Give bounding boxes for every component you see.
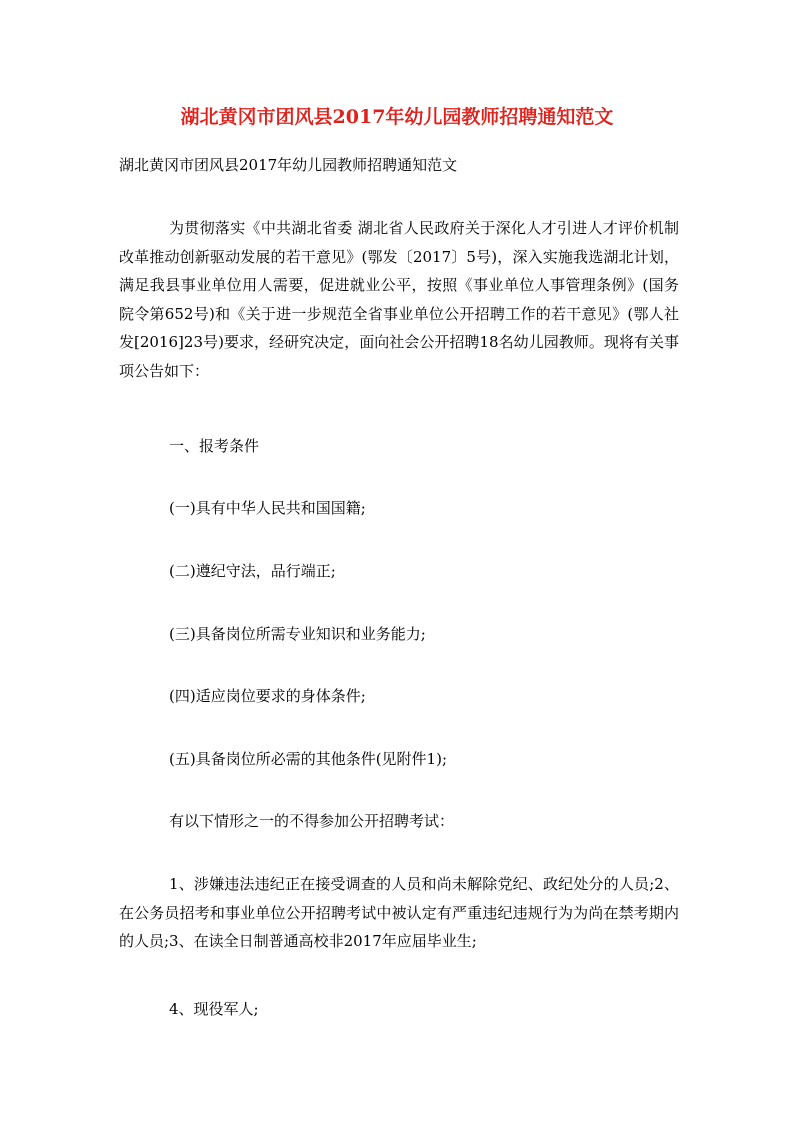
condition-item: (四)适应岗位要求的身体条件; [169, 687, 366, 705]
section-heading: 一、报考条件 [169, 437, 260, 455]
document-title: 湖北黄冈市团风县2017年幼儿园教师招聘通知范文 [180, 106, 614, 128]
exclusion-heading: 有以下情形之一的不得参加公开招聘考试： [169, 812, 455, 830]
document-subtitle: 湖北黄冈市团风县2017年幼儿园教师招聘通知范文 [119, 156, 458, 174]
intro-paragraph: 为贯彻落实《中共湖北省委 湖北省人民政府关于深化人才引进人才评价机制改革推动创新驱动发展的若干意见》(鄂发〔2017〕5号)，深入实施我选湖北计划，满足我县事业单位用人需要，促进就业公平，按照《事业单位人事管理条例》(国务院令第652号)和《关于进一步规范全省事业单位公开招聘工作的若干意见》(鄂人社发[2016]23号)要求，经研究决定，面向社会公开招聘18名幼儿园教师。现将有关事项公告如下： [119, 219, 679, 380]
condition-item: (一)具有中华人民共和国国籍; [169, 499, 366, 517]
exclusion-item-4: 4、现役军人; [169, 1000, 259, 1018]
condition-item: (三)具备岗位所需专业知识和业务能力; [169, 625, 426, 643]
condition-item: (二)遵纪守法，品行端正; [169, 562, 336, 580]
exclusion-paragraph: 1、涉嫌违法违纪正在接受调查的人员和尚未解除党纪、政纪处分的人员;2、在公务员招考和事业单位公开招聘考试中被认定有严重违纪违规行为为尚在禁考期内的人员;3、在读全日制普通高校非2017年应届毕业生; [119, 875, 679, 950]
condition-item: (五)具备岗位所必需的其他条件(见附件1); [169, 750, 448, 768]
